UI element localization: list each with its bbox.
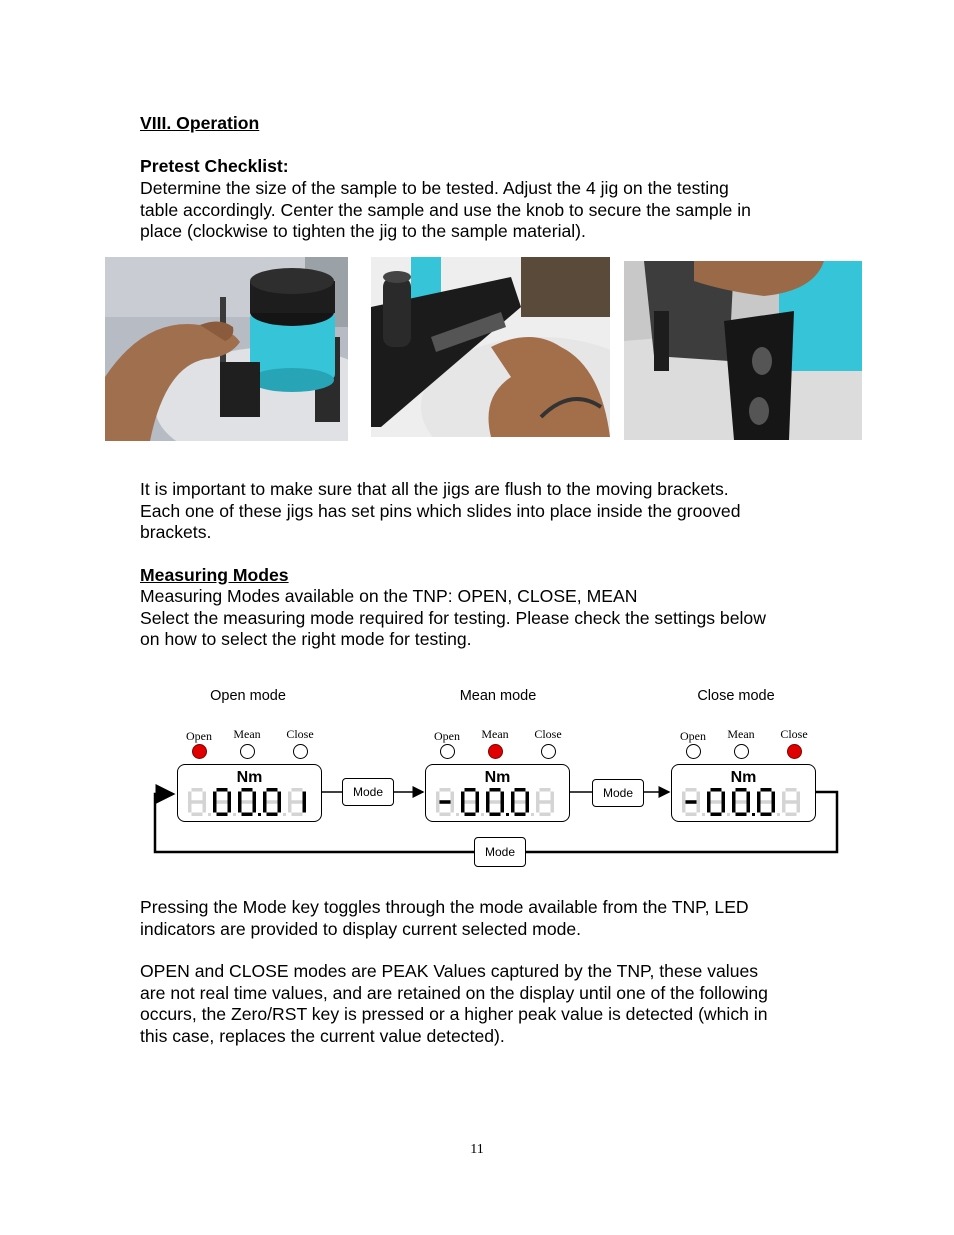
jigs-note-line: brackets. [140,522,212,542]
digit-segment [217,788,228,792]
digit-segment [476,802,480,813]
display-unit: Nm [484,769,511,786]
digit-segment [736,800,747,804]
photo-bracket-closeup [624,261,862,440]
digit-segment [253,792,257,803]
digit-segment [217,800,228,804]
digit-segment [551,802,555,813]
torque-display [671,764,816,822]
mode-title: Mean mode [459,688,537,704]
display-unit: Nm [236,769,263,786]
seven-segment-readout [682,788,806,818]
measuring-line: Measuring Modes available on the TNP: OPEN, CLOSE, MEAN [140,586,638,606]
pretest-paragraph [140,178,830,243]
mode-button-mean-to-close[interactable]: Mode [592,779,644,807]
digit-segment [761,813,772,817]
digit-segment [722,802,726,813]
digit-segment [501,802,505,813]
digit-segment [267,788,278,792]
led-label-open: Open [186,729,212,743]
digit-segment [188,792,192,803]
peak-line: are not real time values, and are retained on the display until one of the following [140,982,768,1003]
page-number: 11 [470,1142,484,1157]
digit-segment [747,792,751,803]
digit-segment [253,802,257,813]
torque-display [177,764,322,822]
digit-segment [486,792,490,803]
digit-segment [757,792,761,803]
digit-segment [267,813,278,817]
led-indicator-close [541,744,556,759]
decimal-point [531,813,534,816]
digit-segment [536,792,540,803]
digit-segment [465,800,476,804]
digit-segment [242,788,253,792]
measuring-modes-heading: Measuring Modes [140,565,289,585]
digit-segment [697,792,701,803]
digit-segment [436,802,440,813]
digit-segment [786,813,797,817]
decimal-point [727,813,730,816]
digit-segment [263,792,267,803]
digit-segment [797,802,801,813]
digit-segment [711,813,722,817]
digit-segment [451,802,455,813]
decimal-point [777,813,780,816]
digit-segment [707,802,711,813]
display-unit: Nm [730,769,757,786]
digit-segment [461,792,465,803]
digit-segment [238,802,242,813]
minus-sign [686,800,697,804]
digit-segment [288,792,292,803]
pretest-line: Determine the size of the sample to be tested. Adjust the 4 jig on the testing [140,178,729,198]
led-indicator-close [787,744,802,759]
jigs-note-line: It is important to make sure that all the jigs are flush to the moving brackets. [140,479,729,499]
led-indicator-open [686,744,701,759]
digit-segment [686,813,697,817]
mode-key-paragraph [140,897,830,940]
digit-segment [782,792,786,803]
digit-segment [292,813,303,817]
digit-segment [736,813,747,817]
digit-segment [515,800,526,804]
digit-segment [711,800,722,804]
led-indicator-close [293,744,308,759]
digit-segment [451,792,455,803]
digit-segment [465,813,476,817]
digit-segment [786,788,797,792]
digit-segment [540,813,551,817]
decimal-point [233,813,236,816]
digit-segment [267,800,278,804]
jigs-note-paragraph [140,479,830,544]
digit-segment [303,792,307,803]
digit-segment [511,802,515,813]
digit-segment [263,802,267,813]
mode-button-close-to-open[interactable]: Mode [474,837,526,867]
digit-segment [782,802,786,813]
decimal-point [702,813,705,816]
digit-segment [465,788,476,792]
led-label-open: Open [680,729,706,743]
led-label-mean: Mean [233,727,261,741]
digit-segment [526,792,530,803]
digit-segment [797,792,801,803]
peak-line: occurs, the Zero/RST key is pressed or a higher peak value is detected (which in [140,1004,768,1024]
digit-segment [772,802,776,813]
digit-segment [303,802,307,813]
digit-segment [217,813,228,817]
digit-segment [526,802,530,813]
mode-button-open-to-mean[interactable]: Mode [342,778,394,806]
digit-segment [292,800,303,804]
decimal-point [208,813,211,816]
jigs-note-line: Each one of these jigs has set pins which slides into place inside the grooved [140,500,741,521]
digit-segment [722,792,726,803]
digit-segment [192,800,203,804]
digit-segment [711,788,722,792]
digit-segment [490,813,501,817]
digit-segment [501,792,505,803]
peak-paragraph [140,961,830,1047]
digit-segment [436,792,440,803]
digit-segment [515,813,526,817]
digit-segment [757,802,761,813]
digit-segment [761,800,772,804]
decimal-point [752,813,755,816]
digit-segment [736,788,747,792]
digit-segment [540,800,551,804]
digit-segment [707,792,711,803]
digit-segment [213,792,217,803]
digit-segment [203,792,207,803]
digit-segment [292,788,303,792]
led-indicator-mean [240,744,255,759]
digit-segment [490,788,501,792]
led-label-close: Close [286,727,314,741]
digit-segment [686,788,697,792]
digit-segment [786,800,797,804]
decimal-point [506,813,509,816]
digit-segment [192,788,203,792]
digit-segment [486,802,490,813]
mode-key-line: indicators are provided to display current selected mode. [140,918,582,939]
led-label-mean: Mean [727,727,755,741]
digit-segment [540,788,551,792]
digit-segment [511,792,515,803]
measuring-line: Select the measuring mode required for testing. Please check the settings below [140,607,766,628]
digit-segment [440,813,451,817]
digit-segment [732,792,736,803]
digit-segment [188,802,192,813]
digit-segment [288,802,292,813]
mode-title: Close mode [697,688,775,704]
seven-segment-readout [436,788,560,818]
digit-segment [242,800,253,804]
peak-line: OPEN and CLOSE modes are PEAK Values captured by the TNP, these values [140,961,759,981]
pretest-heading: Pretest Checklist: [140,156,289,176]
decimal-point [481,813,484,816]
digit-segment [476,792,480,803]
led-indicator-mean [488,744,503,759]
pretest-line: place (clockwise to tighten the jig to the sample material). [140,221,586,241]
digit-segment [461,802,465,813]
led-label-close: Close [534,727,562,741]
photo-slide-jig [371,257,610,437]
mode-key-line: Pressing the Mode key toggles through the mode available from the TNP, LED [140,897,749,917]
digit-segment [213,802,217,813]
digit-segment [278,802,282,813]
decimal-point [283,813,286,816]
led-label-mean: Mean [481,727,509,741]
digit-segment [192,813,203,817]
digit-segment [732,802,736,813]
digit-segment [761,788,772,792]
mode-diagram [140,680,840,870]
digit-segment [278,792,282,803]
digit-segment [772,792,776,803]
digit-segment [682,792,686,803]
digit-segment [440,788,451,792]
digit-segment [238,792,242,803]
digit-segment [228,802,232,813]
measuring-line: on how to select the right mode for testing. [140,629,472,649]
photo-adjust-knob [105,257,348,441]
digit-segment [490,800,501,804]
torque-display [425,764,570,822]
led-indicator-open [192,744,207,759]
decimal-point [456,813,459,816]
digit-segment [747,802,751,813]
decimal-point [258,813,261,816]
digit-segment [203,802,207,813]
led-label-open: Open [434,729,460,743]
digit-segment [551,792,555,803]
led-label-close: Close [780,727,808,741]
measuring-modes-paragraph [140,586,830,651]
seven-segment-readout [188,788,312,818]
digit-segment [697,802,701,813]
pretest-line: table accordingly. Center the sample and use the knob to secure the sample in [140,199,751,220]
mode-title: Open mode [210,688,286,704]
digit-segment [682,802,686,813]
led-indicator-mean [734,744,749,759]
peak-line: this case, replaces the current value detected). [140,1025,505,1046]
digit-segment [515,788,526,792]
digit-segment [228,792,232,803]
minus-sign [440,800,451,804]
led-indicator-open [440,744,455,759]
section-heading: VIII. Operation [140,113,260,133]
digit-segment [242,813,253,817]
digit-segment [536,802,540,813]
